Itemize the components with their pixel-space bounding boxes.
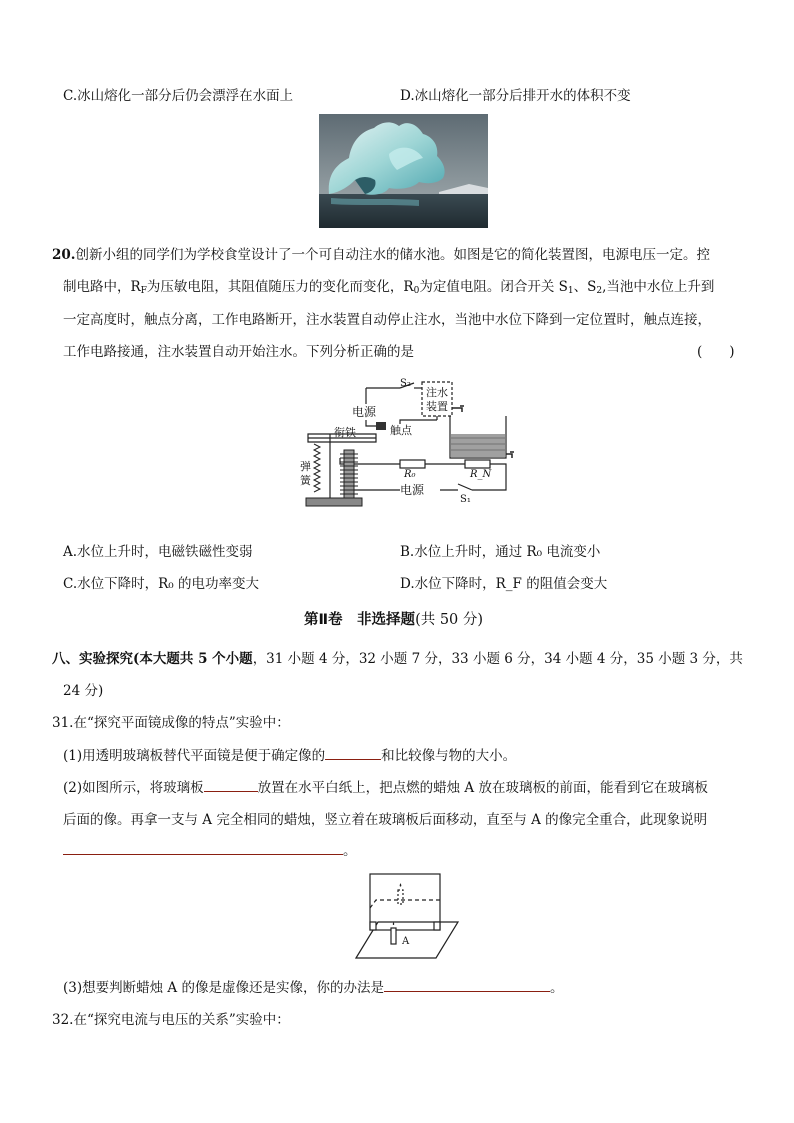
q31-part2-line2: 后面的像。再拿一支与 A 完全相同的蜡烛，竖立着在玻璃板后面移动，直至与 A 的像完全重合，此现象说明: [63, 812, 708, 828]
q19-option-d: D.冰山熔化一部分后排开水的体积不变: [400, 88, 631, 104]
diagram-armature: 衔铁: [334, 426, 356, 439]
q31-stem: 31.在“探究平面镜成像的特点”实验中：: [52, 715, 290, 731]
diagram-power-top: 电源: [352, 405, 377, 419]
q31-part1: (1)用透明玻璃板替代平面镜是便于确定像的 和比较像与物的大小。: [63, 744, 516, 764]
part2-heading: 第Ⅱ卷 非选择题(共 50 分): [304, 612, 484, 628]
q31-blank-3[interactable]: [63, 840, 343, 855]
diagram-contact: 触点: [390, 424, 412, 437]
q20-number: 20.: [52, 247, 76, 263]
q20-option-a: A.水位上升时，电磁铁磁性变弱: [63, 544, 253, 560]
diagram-r0: R₀: [404, 469, 416, 480]
diagram-spring-l2: 簧: [300, 474, 311, 487]
q20-text-line2: 制电路中，$R_F$为压敏电阻，其阻值随压力的变化而变化，$R_0$为定值电阻。闭合开关 $S_1$、$S_2$,当池中水位上升到: [63, 279, 715, 296]
q31-blank-2[interactable]: [204, 777, 258, 792]
q20-text-line1: 创新小组的同学们为学校食堂设计了一个可自动注水的储水池。如图是它的简化装置图，电源电压一定。控: [75, 247, 710, 263]
q20-option-b: B.水位上升时，通过 R₀ 电流变小: [400, 544, 601, 560]
diagram-s2: S₂: [400, 378, 411, 389]
q20-option-d: D.水位下降时，R_F 的阻值会变大: [400, 576, 608, 592]
mirror-figure-label: A: [402, 936, 410, 947]
section8-heading: 八、实验探究(本大题共 5 个小题，31 小题 4 分，32 小题 7 分，33 小题 6 分，34 小题 4 分，35 小题 3 分，共: [52, 651, 743, 667]
section8-line2: 24 分): [63, 683, 104, 699]
q31-part2-line3: 。: [63, 839, 357, 859]
q20-text-line3: 一定高度时，触点分离，工作电路断开，注水装置自动停止注水，当池中水位下降到一定位置时，触点连接，: [63, 312, 711, 328]
q20-option-c: C.水位下降时，R₀ 的电功率变大: [63, 576, 260, 592]
q32-stem: 32.在“探究电流与电压的关系”实验中：: [52, 1012, 290, 1028]
q31-blank-1[interactable]: [325, 745, 381, 760]
diagram-spring-l1: 弹: [300, 460, 311, 473]
diagram-power-bottom: 电源: [400, 483, 425, 497]
q19-option-c: C.冰山熔化一部分后仍会漂浮在水面上: [63, 88, 294, 104]
q31-part3: (3)想要判断蜡烛 A 的像是虚像还是实像，你的办法是 。: [63, 976, 563, 996]
q31-blank-4[interactable]: [384, 977, 550, 992]
circuit-diagram: [300, 374, 520, 510]
q31-part2: (2)如图所示，将玻璃板 放置在水平白纸上，把点燃的蜡烛 A 放在玻璃板的前面，能看到它在玻璃板: [63, 776, 708, 796]
diagram-rn: R_N: [470, 469, 492, 480]
diagram-s1: S₁: [460, 494, 471, 505]
diagram-device-l1: 注水: [426, 386, 448, 399]
q20-text-line4: 工作电路接通，注水装置自动开始注水。下列分析正确的是: [63, 344, 414, 360]
iceberg-photo: [319, 114, 488, 228]
diagram-device-l2: 装置: [426, 400, 448, 413]
q20-answer-paren: ( ): [697, 344, 735, 360]
mirror-experiment-figure: [348, 870, 460, 962]
